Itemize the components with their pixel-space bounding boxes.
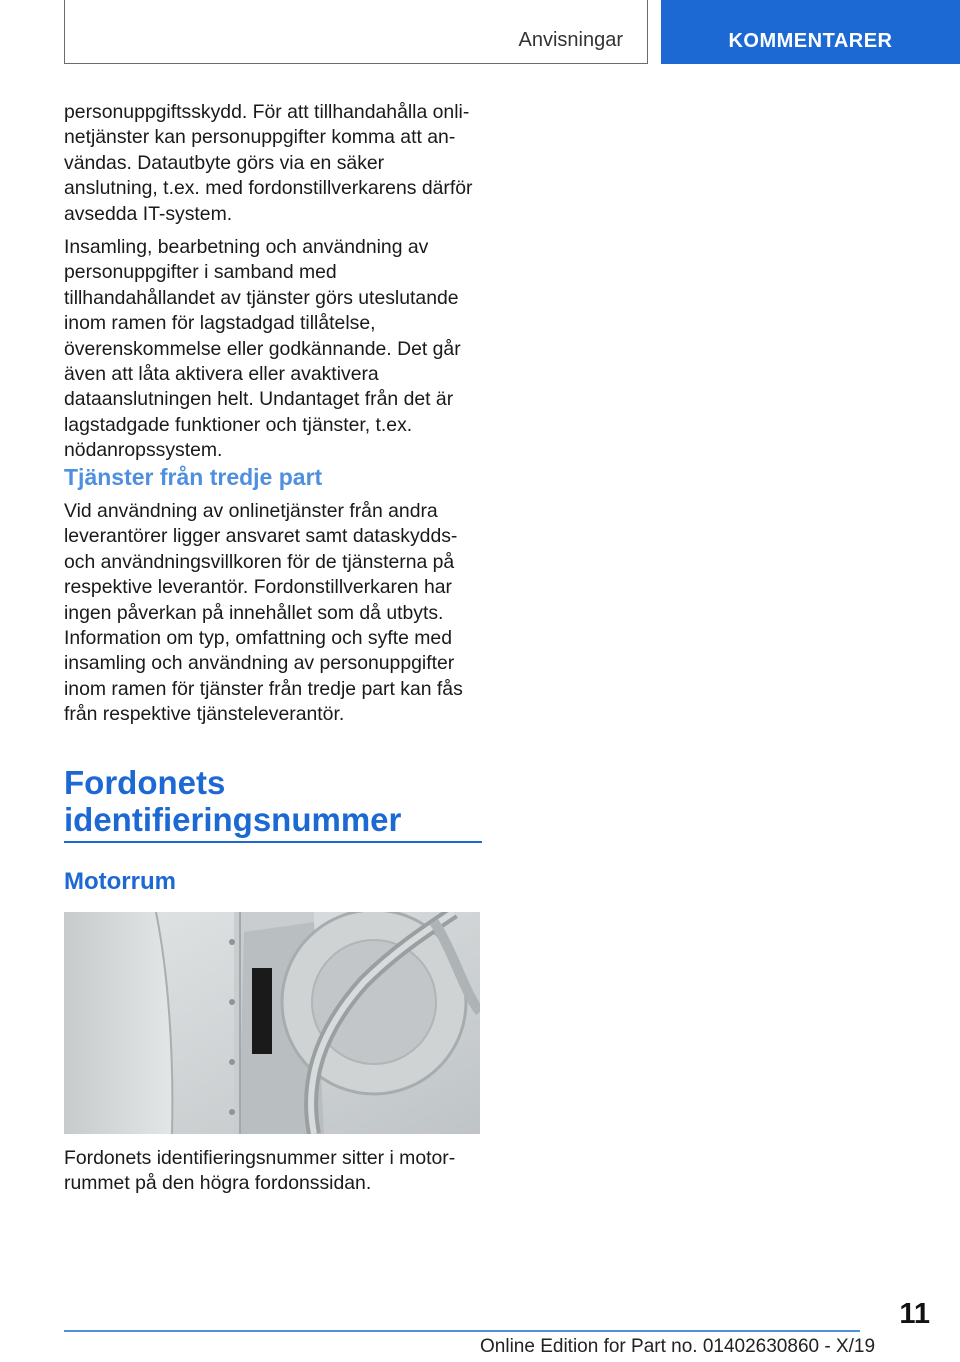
caption-block: [64, 1146, 482, 1205]
page-number: 11: [899, 1298, 930, 1330]
tab-kommentarer-label: KOMMENTARER: [728, 29, 893, 52]
image-caption: Fordonets identifieringsnummer sitter i motorrummet på den högra fordonssidan.: [64, 1147, 456, 1195]
heading-vin-line1: Fordonets: [64, 764, 226, 801]
heading-underline: [64, 841, 482, 843]
paragraph-privacy: personuppgiftsskydd. För att tillhandahålla onlinetjänster kan personuppgifter komma att användas. Datautbyte görs via en säker anslutning, t.ex. med fordonstillverkarens därför avsedda IT-system.: [64, 101, 473, 225]
paragraph-third-party: Vid användning av onlinetjänster från andra leverantörer ligger ansvaret samt dataskydds- och användningsvillkoren för de tjänsterna på respektive leverantör. Fordonstillverkaren har ingen påverkan på innehållet som då utbyts. Information om typ, omfattning och syfte med insamling och användning av personuppgifter inom ramen för tjänster från tredje part kan fås från respektive tjänsteleverantör.: [64, 500, 463, 726]
heading-engine-bay: Motorrum: [64, 868, 176, 895]
section-vin: [64, 764, 482, 838]
header-frame: [64, 0, 648, 64]
section-engine: [64, 868, 482, 896]
engine-bay-image: [64, 912, 480, 1134]
footer-edition: Online Edition for Part no. 01402630860 - X/19: [480, 1336, 876, 1357]
tab-kommentarer[interactable]: [661, 0, 960, 64]
footer-divider: [64, 1330, 860, 1332]
main-column: [64, 100, 482, 472]
section-third-party: [64, 464, 482, 736]
heading-third-party: Tjänster från tredje part: [64, 464, 323, 490]
section-title: Anvisningar: [518, 29, 623, 51]
paragraph-data-collection: Insamling, bearbetning och användning av personuppgifter i samband med tillhandahållandet av tjänster görs uteslutande inom ramen för lagstadgad tillåtelse, överenskommelse eller godkännande. Det går även att låta aktivera eller avaktivera dataanslutningen helt. Undantaget från det är lagstadgade funktioner och tjänster, t.ex. nödanropssystem.: [64, 236, 461, 462]
heading-vin-line2: identifieringsnummer: [64, 801, 402, 838]
